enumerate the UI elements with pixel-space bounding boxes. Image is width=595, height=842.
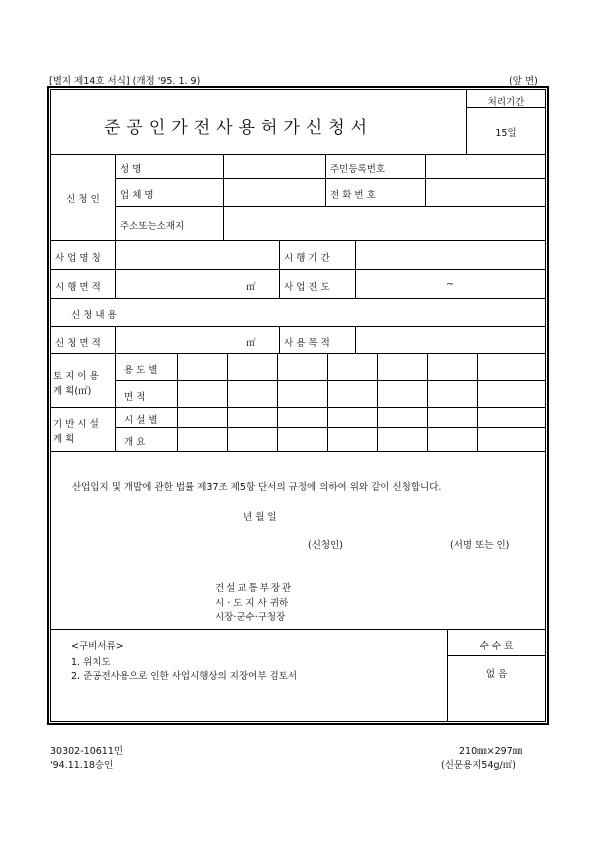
required-document-item: 2. 준공전사용으로 인한 사업시행상의 지장여부 검토서 — [71, 671, 298, 682]
applicant-sign-label: (신청인) — [308, 540, 343, 551]
business-name-label: 업 체 명 — [120, 190, 154, 201]
form-inner-border — [50, 89, 546, 722]
applicant-group-label: 신 청 인 — [66, 194, 100, 205]
date-line: 년 월 일 — [243, 512, 277, 523]
land-use-label-1: 토 지 이 용 — [53, 371, 99, 382]
processing-period-label: 처리기간 — [487, 97, 525, 108]
purpose-label: 사 용 목 적 — [284, 338, 330, 349]
form-title: 준공인가전사용허가신청서 — [104, 118, 374, 138]
address-label: 주소또는소재지 — [120, 221, 185, 232]
infra-label-1: 기 반 시 설 — [53, 419, 99, 430]
request-section-label: 신 청 내 용 — [71, 310, 117, 321]
range-mark: ~ — [446, 279, 454, 290]
phone-label: 전 화 번 호 — [330, 190, 376, 201]
request-area-label: 신 청 면 적 — [55, 338, 101, 349]
paper-size: 210㎜×297㎜ — [459, 746, 523, 757]
infra-row-summary: 개 요 — [124, 437, 146, 448]
paper-type: (신문용지54g/㎡) — [441, 760, 516, 771]
resident-number-label: 주민등록번호 — [330, 164, 386, 175]
project-name-label: 사 업 명 칭 — [55, 253, 101, 264]
application-statement: 산업입지 및 개발에 관한 법률 제37조 제5항 단서의 규정에 의하여 위와 같이 신청합니다. — [72, 482, 442, 493]
recipient-mayor: 시장·군수·구청장 — [215, 612, 286, 623]
approval-date: '94.11.18승인 — [50, 760, 114, 771]
form-code: 30302-10611민 — [50, 746, 124, 757]
period-label: 시 행 기 간 — [284, 253, 330, 264]
infra-row-facility: 시 설 별 — [124, 415, 158, 426]
fee-label: 수 수 료 — [479, 641, 514, 652]
form-number: [별지 제14호 서식] (개정 '95. 1. 9) — [49, 76, 201, 87]
processing-period-value: 15일 — [495, 128, 517, 139]
land-use-row-purpose: 용 도 별 — [124, 365, 158, 376]
page-side-label: (앞 면) — [509, 76, 538, 87]
request-area-unit: ㎡ — [246, 338, 256, 349]
project-area-unit: ㎡ — [246, 282, 256, 293]
name-label: 성 명 — [120, 164, 142, 175]
recipient-ministry: 건설교통부장관 — [215, 583, 294, 594]
required-document-item: 1. 위치도 — [71, 657, 111, 668]
required-documents-heading: <구비서류> — [71, 641, 124, 652]
progress-label: 사 업 진 도 — [284, 282, 330, 293]
signature-note: (서명 또는 인) — [450, 540, 510, 551]
recipient-governor: 시 · 도 지 사 귀하 — [215, 598, 289, 609]
fee-value: 없 음 — [485, 669, 508, 680]
infra-label-2: 계 획 — [53, 434, 75, 445]
land-use-label-2: 계 획(㎡) — [53, 386, 92, 397]
project-area-label: 시 행 면 적 — [55, 282, 101, 293]
land-use-row-area: 면 적 — [124, 392, 146, 403]
